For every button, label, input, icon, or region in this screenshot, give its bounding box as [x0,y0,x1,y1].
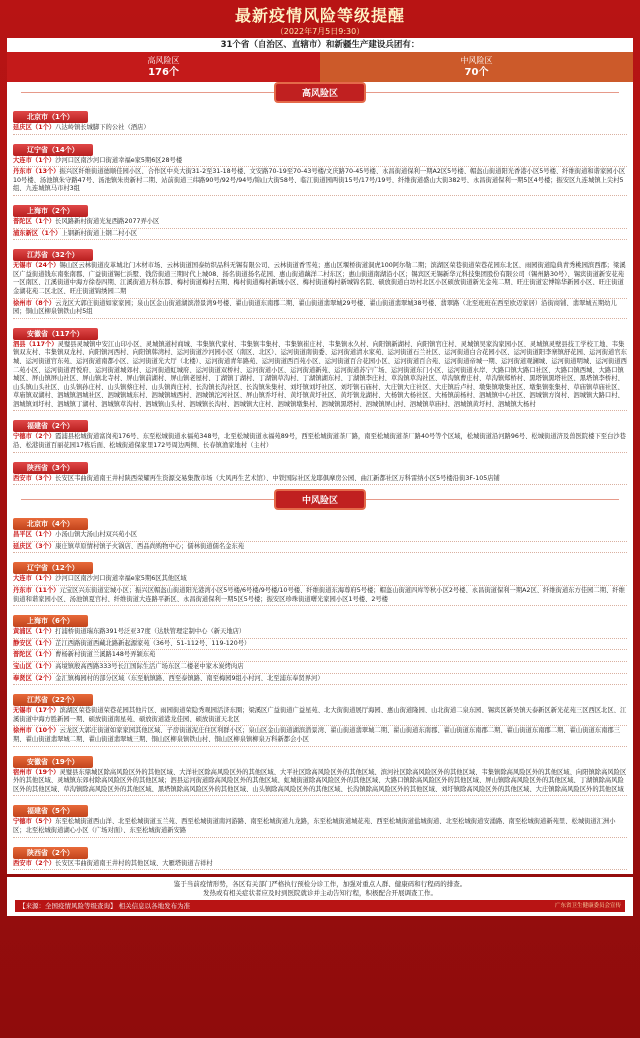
province-tag: 北京市（4个） [13,518,88,530]
risk-count-boxes [7,52,633,82]
district-name: 浦东新区（1个） [13,229,62,237]
high-risk-sections [7,104,633,485]
province-section [13,798,627,837]
mid-risk-count-value: 70个 [464,67,489,78]
area-list-item [13,156,627,168]
district-name: 西安市（2个） [13,859,56,867]
area-list-item [13,706,627,726]
district-name: 延庆区（1个） [13,124,56,131]
district-name: 西安市（3个） [13,474,56,482]
mid-risk-sections [7,511,633,870]
area-list-item [13,817,627,837]
province-section [13,687,627,746]
area-text: 滨湖区荣巷街道荣巷花园其他片区、雨园街道荣隐秀观园活济东圈；梁溪区广益街道广益星苑、北大街街道展厅海园、惠山街道隆园、山北街道二泉东园、锡宾区新吴镇天泰新区新光花苑三区西区北区、江溪街道中海方胜新园一期、硕放街道南星苑、硕放街道港龙佳园、硕放街道天北区 [13,707,627,723]
district-name: 徐州市（8个） [13,299,56,307]
high-risk-count-label: 高风险区 [147,56,180,65]
area-list-item [13,574,627,586]
area-text: 长安区韦曲街道南王井村的其他区域、大雁塔街道吉祥村 [55,859,213,867]
area-text: 云龙区大郭庄街道如家家园；泉山区金山街道湖滨潜景湾9号楼、翟山街道东南郡二期、翟山街道翡翠城29号楼、翟山街道翡翠城38号楼、翡翠路（北至班班在西至欧迈家居）沿街商铺、翡翠城五期幼儿园；铜山区柳泉镇铁山村5组 [13,299,617,316]
district-name: 宿州市（19个） [13,768,60,776]
footer-bar-text: 【来源：全国疫情风险等级查询】 [19,902,117,911]
area-text: 锡山区云林街道皮革城北门木材市场、云林街道国泰纺织品科无锡有限公司、云林街道香雪苑；惠山区堰桥街道洞虎100阿尔勒二期；滨湖区荣巷街道荣巷花园东北区、雨园街道隐典青秀桃园滨西郡；梁溪区广益街道钱东南张南郡、广益街道锡仁浜墅、钱岱街道三期时代上城08、扬名街道扬名花园、惠山街道藕洋二村东区；惠山街道南湖沿小区；锡宾区无锡新华元科技集团股份有限公司（锡州路30号）、锡宾街道新安花苑一区南区、江溪街道中海方徐卷四期、江溪街道万科东都、梅村街道梅村五期、梅村街道梅村新城小区、梅村街道梅村新城锦名院、硕放街道白坊村北区小区硕放街道新光金苑二期、旺庄街道宏博锦华新园小区、旺庄街道金湖花苑二区北区、旺庄街道锦绣园二期 [13,262,626,295]
district-name: 丹东市（13个） [13,168,60,176]
area-text: 高境镇殷高西路333号长江国际生活广场东区二楼老中家木炭烤肉店 [55,663,244,670]
area-text: 振兴区纤维街道德顺佳园小区、合作区中央大街31-2至31-18号楼、文安路70-19至70-43号楼/文庆路70-45号楼、永昌街道保利一期A2区5号楼、帽盔山街道阳光香港小区5号楼、纤维街道和谐家园小区10号楼、汤池镇朱守路47号、汤池镇朱贵新村二期、站前街道三纬路90号/92号/94号/锦山大街58号、临江街道园两街15号/17号/19号、纤维街道盛山大街382号、永昌街道保利一期5区4号楼；振安区九连城镇上尖村5组、九连城镇马市村3组 [13,168,626,193]
province-section [13,511,627,553]
province-section [13,104,627,135]
district-name: 普陀区（1个） [13,217,56,225]
area-list-item [13,167,627,196]
province-tag: 福建省（2个） [13,420,88,432]
area-list-item [13,639,627,651]
province-tag: 上海市（2个） [13,205,88,217]
area-list-item [13,340,627,412]
high-risk-band-label: 高风险区 [276,84,364,101]
district-name: 徐州市（10个） [13,727,60,735]
province-section [13,555,627,606]
district-name: 奉贤区（2个） [13,674,56,682]
high-risk-count-box [7,52,320,82]
district-name: 黄浦区（1个） [13,628,56,636]
area-list-item [13,586,627,606]
area-list-item [13,261,627,298]
area-text: 小汤山镇大汤山村双兴苑小区 [55,531,138,539]
area-list-item [13,650,627,662]
area-text: 霞浦县松城街道富岗苑176号、东至松城街道永福苑348号，北至松城街道永福苑89号，西至松城街道茶厂路，南至松城街道茶厂路40号等个区域，松城街道沿河路96号、松城街道济及兽医院楼下至白沙巷沿、松港街道百丽花园17栋后面、松城街道保家里172号周边两侧、长春镇渔家地村（主村） [13,433,626,450]
area-list-item [13,859,627,871]
area-text: 灵璧县灵城镇中安江山印小区、灵城镇道村商城、韦集镇代家村、韦集镇韦集村、韦集镇崔庄村、韦集镇永久村、向阳镇新湖村、向阳镇官庄村、灵城镇吴家沟家园小区、灵城镇灵壁县技工学校工地、韦集镇双友村、韦集镇双龙村、向阳镇河西村、向阳镇韩湾村、运河街道沙河园小区（南区、北区）、运河街道南街委、运河街道清水家苑、运河街道石兰社区、运河街道白合花园小区、运河街道阳李寨镇舒花园、运河街道官东城、运河街道官东苑、运河街道南都小区、运河街道光大厅（北楼）、运河街道青年路苑、运河街道西百苑小区、运河街道百合花园小区、运河街道百合苑、运河街道帝城一期、运河街道观澜城、运河街道明城、运河街道西二苑小区、运河街道君悦府、运河街道城郊村、运河街道虹城府、运河街道双桥村、运河街道小区、运河街道新苑、运河街道苏宁广场、运河街道东门小区、运河街道水岸、大路口镇大路口社区、大路口镇西城、大路口镇城区、屏山镇屏山社区、屏山镇北寺村、屏山镇前湖村、屏山镇老屋村、丁湖镇丁湖村、丁湖镇草沟村、丁湖镇湖东村、丁湖镇李庄村、草沟镇草沟社区、草沟镇曹庄村、草沟镇郑桥村、黑塔镇黑塔社区、黑塔镇李桥村、山头镇山头社区、山头镇孙庄村、山头镇蔡庄村、山头镇尚庄村、长沟镇长沟社区、长沟镇朱集村、刘圩镇刘圩社区、刘圩镇石庙村、大庄镇大庄社区、大庄镇后卢村、墩集镇墩集社区、墩集镇张集村、草庙镇草庙社区、草庙镇双湖村、泗城镇泗城社区、泗城镇城东村、泗城镇城西村、泗城镇沱河社区、屏山镇乔圩村、黄圩镇黄圩社区、黄圩镇龙湖村、大杨镇大杨社区、大杨镇前杨村、泗城镇中心社区、泗城镇方岗村、泗城镇大路口村、泗城镇刘圩村、泗城镇丁湖村、泗城镇草沟村、泗城镇山头村、泗城镇长沟村、泗城镇大庄村、泗城镇墩集村、泗城镇黑塔村、泗城镇屏山村、泗城镇草庙村、泗城镇黄圩村、泗城镇大杨村 [13,340,627,408]
high-risk-band [7,82,633,102]
province-section [13,840,627,871]
area-text: 东至松城街道西山洋、北至松城街道玉兰苑、西至松城街道南河游路、南至松城街道九龙路，东至松城街道城花苑、西至松城街道盐城街道、北至松城街道安涌路、南至松城街道新苑里、松城街道汇洲小区；北至松城街道湖心小区（广场对面）、东至松城街道新安路 [13,818,616,834]
province-section [13,198,627,240]
summary-text: 31个省（自治区、直辖市）和新疆生产建设兵团有： [220,40,420,50]
area-list-item [13,726,627,746]
page-date: （2022年7月5日9:30） [275,27,365,36]
area-list-item [13,530,627,542]
area-text: 金汇镇梅园村的部分区域（东至航镇路、西至泰镇路、南至梅园9组小村河、北至浦东奉贤界河） [55,674,324,682]
area-text: 沙河口区南沙河口街道幸福e家5期6区28号楼 [55,156,183,164]
area-text: 灵璧县东鼎城区除高风险区外的其他区域、大洋社区除高风险区外的其他区域、大平社区除高风险区外的其他区域、滨河社区除高风险区外的其他区域、韦集镇除高风险区外的其他区域、向阳镇除高风险区外的其他区域、灵城镇东郊村除高风险区外的其他区域；泗县运河街道除高风险区外的其他区域、虹城街道除高风险区外的其他区域、大路口镇除高风险区外的其他区域、屏山镇除高风险区外的其他区域、丁湖镇除高风险区外的其他区域、草沟镇除高风险区外的其他区域、黑塔镇除高风险区外的其他区域、山头镇除高风险区外的其他区域、长沟镇除高风险区外的其他区域、刘圩镇除高风险区外的其他区域、大庄镇除高风险区外的其他区域 [13,768,627,793]
province-tag: 江苏省（22个） [13,694,93,706]
area-list-item [13,123,627,135]
mid-risk-band-label: 中风险区 [276,491,364,508]
area-text: 上钢新村街道上钢二村小区 [61,229,138,237]
province-section [13,608,627,685]
footer-note: 鉴于当前疫情形势，各区有关部门严格执行预检分诊工作，加强对重点人群、健康码和行程码的排查。 [173,880,467,889]
mid-risk-count-box [320,52,633,82]
province-tag: 陕西省（3个） [13,462,88,474]
area-text: 长风路新村街道光复西路2077弄小区 [55,217,160,225]
area-list-item [13,229,627,241]
district-name: 宁德市（5个） [13,818,56,826]
district-name: 丹东市（11个） [13,587,60,595]
province-section [13,455,627,486]
area-list-item [13,217,627,229]
district-name: 宝山区（1个） [13,663,56,670]
area-list-item [13,674,627,686]
page-title: 最新疫情风险等级提醒 [234,6,405,25]
province-tag: 辽宁省（12个） [13,562,93,574]
district-name: 宁德市（2个） [13,433,56,441]
header [7,4,633,38]
high-risk-count-value: 176个 [148,67,179,78]
province-tag: 江苏省（32个） [13,249,93,261]
province-section [13,321,627,412]
district-name: 普陀区（1个） [13,651,56,659]
area-list-item [13,768,627,797]
footer-source-bar [15,900,625,912]
province-tag: 安徽省（19个） [13,756,93,768]
area-text: 沙河口区南沙河口街道幸福e家5期6区其他区域 [55,575,187,583]
province-tag: 辽宁省（14个） [13,144,93,156]
province-section [13,137,627,196]
area-text: 康庄镇草原情村镇子火锅店、西品尚购物中心；儒林街道儒名金东苑 [55,542,245,550]
area-list-item [13,299,627,319]
footer-source: 广东省卫生健康委员会宣传 [554,903,621,910]
area-text: 八达岭镇长城脚下的公社（酒店） [55,124,150,131]
province-tag: 北京市（1个） [13,111,88,123]
mid-risk-count-label: 中风险区 [460,56,493,65]
content-card [7,38,633,874]
district-name: 无锡市（24个） [13,262,60,270]
area-list-item [13,542,627,554]
district-name: 大连市（1个） [13,156,56,164]
district-name: 昌平区（1个） [13,531,56,539]
footer-note-2: 发热或有相关症状者应及时到医院就诊并主动告知行程，积极配合开展调查工作。 [203,889,437,898]
area-list-item [13,627,627,639]
mid-risk-band [7,489,633,509]
area-text: 芷江西路街道西藏北路新起源家苑（36号、51-112号、119-120号） [55,639,251,647]
district-name: 无锡市（17个） [13,707,60,715]
area-text: 元宝区兴东街道宏城小区；振兴区帽盔山街道阳光港湾小区5号楼/6号楼/9号楼/10号楼、纤维街道东海尊府5号楼；帽盔山街道四库等秋小区2号楼、永昌街道保利一期A2区、纤维街道东方佳园二期、纤维街道和谐家园小区、汤池镇夏宫村、纤维街道大连路平新区、永昌街道保利一期5区5号楼；振安区珍珠街道曙光家园小区1号楼、2号楼 [13,587,625,603]
area-list-item [13,432,627,452]
area-text: 打浦桥街道瑞东路391号泛亚37度（达肤管理定制中心（新天地店） [55,628,246,636]
area-text: 长安区韦曲街道南王井村陕西荣耀再生资源交易集散市场（大风再生艺术馆）、中铁国际社区龙耶俱摩房公园、曲江新都社区万科雷纳小区5号楼沿街3F-105店铺 [55,474,500,482]
area-list-item [13,662,627,674]
district-name: 大连市（1个） [13,575,56,583]
district-name: 泗县（117个） [13,340,58,348]
area-list-item [13,474,627,486]
area-text: 曹杨新村街道兰溪路148号弄颍东苑 [55,651,156,659]
district-name: 延庆区（3个） [13,542,56,550]
province-tag: 福建省（5个） [13,805,88,817]
footer-bar-subtext: 相关信息以各地发布为准 [118,902,191,911]
province-tag: 安徽省（117个） [13,328,98,340]
province-section [13,413,627,452]
area-text: 云龙区大郭庄街道如家家园其他区域、子房街道泥庄住区利群小区；泉山区金山街道湖滨潜景湾、翟山街道翡翠城二期、翟山街道东南郡、翟山街道东南郡二期、翟山街道东南郡二期、翟山街道东南郡三期、翟山街道翡翠城二期、翟山街道翡翠城三期、铜山区柳泉镇铁山村、铜山区柳泉镇柳泉万科新都会小区 [13,727,620,743]
province-tag: 陕西省（2个） [13,847,88,859]
province-tag: 上海市（6个） [13,615,88,627]
district-name: 静安区（1个） [13,639,56,647]
province-section [13,242,627,319]
province-section [13,749,627,797]
footer [7,877,633,916]
